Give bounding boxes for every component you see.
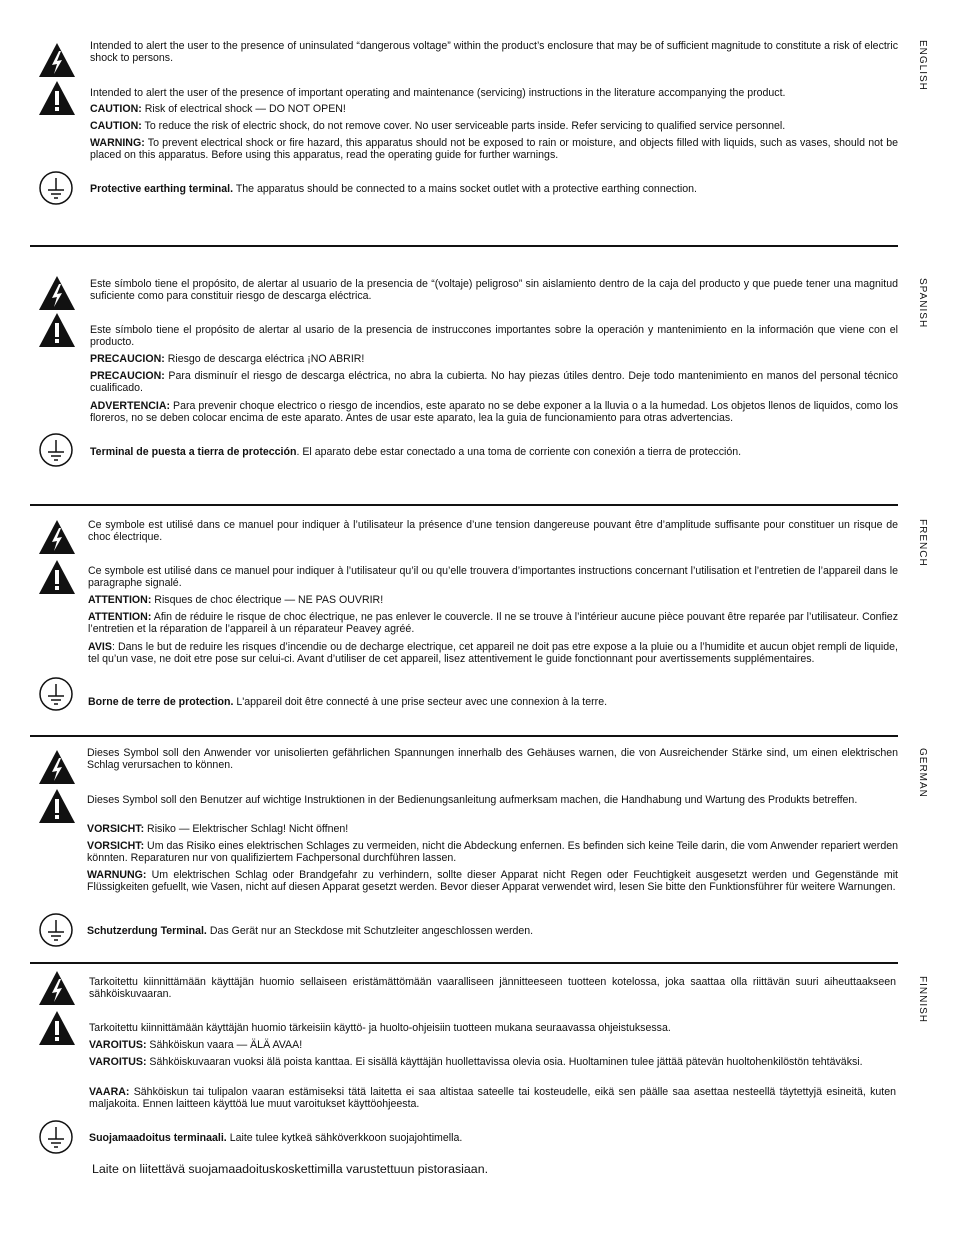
- caution-short: ATTENTION: Risques de choc électrique — NE PAS OUVRIR!: [88, 594, 384, 606]
- lightning-description: Este símbolo tiene el propósito, de alertar al usuario de la presencia de “(voltaje) peligroso” sin aislamiento dentro de la caja del producto y que puede tener una magnitud suficiente como para constituir riesgo de descarga eléctrica.: [90, 278, 898, 303]
- warning-text: WARNUNG: Um elektrischen Schlag oder Brandgefahr zu verhindern, sollte dieser Apparat nicht Regen oder Feuchtigkeit ausgesetzt werden und Gegenstände mit Flüssigkeiten gefuellt, wie Vasen, nicht auf diesen Apparat gesetzt werden. Bevor dieser Apparat verwendet wird, lesen Sie bitte den Funktionsführer für weitere Warnungen.: [87, 869, 898, 894]
- warning-text: ADVERTENCIA: Para prevenir choque electrico o riesgo de incendios, este aparato no se debe exponer a la lluvia o a la humedad. Los objetos llenos de liquidos, como los floreros, no se deben colocar encima de este aparato. Antes de usar este aparato, lea la guia de funcionamiento para otras advertencias.: [90, 400, 898, 425]
- section-divider: [30, 504, 898, 506]
- caution-short: VORSICHT: Risiko — Elektrischer Schlag! Nicht öffnen!: [87, 823, 349, 835]
- earth-terminal-text: Suojamaadoitus terminaali. Laite tulee kytkeä sähköverkkoon suojajohtimella.: [89, 1132, 463, 1144]
- lightning-warning-icon: [38, 275, 76, 311]
- section-divider: [30, 735, 898, 737]
- warning-text: VAARA: Sähköiskun tai tulipalon vaaran estämiseksi tätä laitetta ei saa altistaa sateelle tai kosteudelle, eikä sen päälle saa asettaa nesteellä täytettyjä esineitä, kuten maljakoita. Ennen laitteen käyttöä lue muut varoitukset käyttöohjeesta.: [89, 1086, 896, 1111]
- language-label: SPANISH: [917, 278, 928, 329]
- exclamation-description: Este símbolo tiene el propósito de alertar al usario de la presencia de instruccones importantes sobre la operación y mantenimiento en la información que viene con el producto.: [90, 324, 898, 349]
- section-divider: [30, 245, 898, 247]
- exclamation-warning-icon: [38, 80, 76, 116]
- caution-long: PRECAUCION: Para disminuír el riesgo de descarga eléctrica, no abra la cubierta. No hay piezas útiles dentro. Deje todo mantenimiento en manos del personal técnico cualificado.: [90, 370, 898, 395]
- earth-terminal-text: Schutzerdung Terminal. Das Gerät nur an Steckdose mit Schutzleiter angeschlossen werden.: [87, 925, 534, 937]
- protective-earth-icon: [38, 170, 76, 206]
- language-label: GERMAN: [917, 748, 928, 798]
- language-label: FRENCH: [917, 519, 928, 567]
- exclamation-warning-icon: [38, 559, 76, 595]
- exclamation-warning-icon: [38, 788, 76, 824]
- caution-short: PRECAUCION: Riesgo de descarga eléctrica ¡NO ABRIR!: [90, 353, 365, 365]
- protective-earth-icon: [38, 912, 76, 948]
- lightning-warning-icon: [38, 42, 76, 78]
- caution-short: CAUTION: Risk of electrical shock — DO NOT OPEN!: [90, 103, 346, 115]
- exclamation-warning-icon: [38, 312, 76, 348]
- earth-terminal-text: Borne de terre de protection. L'appareil doit être connecté à une prise secteur avec une connexion à la terre.: [88, 696, 608, 708]
- lightning-description: Tarkoitettu kiinnittämään käyttäjän huomio sellaiseen eristämättömään vaaralliseen jännitteeseen tuotteen kotelossa, joka saattaa olla riittävän suuri aiheuttaakseen sähköiskuvaaran.: [89, 976, 896, 1001]
- protective-earth-icon: [38, 1119, 76, 1155]
- lightning-warning-icon: [38, 970, 76, 1006]
- warning-text: WARNING: To prevent electrical shock or fire hazard, this apparatus should not be exposed to rain or moisture, and objects filled with liquids, such as vases, should not be placed on this apparatus. Before using this apparatus, read the operating guide for further warnings.: [90, 137, 898, 162]
- lightning-description: Dieses Symbol soll den Anwender vor unisolierten gefährlichen Spannungen innerhalb des Gehäuses warnen, die von Ausreichender Stärke sind, um einen elektrischen Schlag verursachen to können.: [87, 747, 898, 772]
- caution-long: VORSICHT: Um das Risiko eines elektrischen Schlages zu vermeiden, nicht die Abdeckung enfernen. Es befinden sich keine Teile darin, die vom Anwender repariert werden könnten. Reparaturen nur von qualifiziertem Fachpersonal durchführen lassen.: [87, 840, 898, 865]
- language-label: ENGLISH: [917, 40, 928, 91]
- caution-long: ATTENTION: Afin de réduire le risque de choc électrique, ne pas enlever le couvercle. Il ne se trouve à l’intérieur aucune pièce pouvant être reparée par l’utilisateur. Confiez l’entretien et la réparation de l’appareil à un réparateur Peavey agréé.: [88, 611, 898, 636]
- earth-terminal-text: Protective earthing terminal. The apparatus should be connected to a mains socket outlet with a protective earthing connection.: [90, 183, 697, 195]
- lightning-warning-icon: [38, 749, 76, 785]
- lightning-description: Intended to alert the user to the presence of uninsulated “dangerous voltage” within the product’s enclosure that may be of sufficient magnitude to constitute a risk of electric shock to persons.: [90, 40, 898, 65]
- warning-text: AVIS: Dans le but de reduire les risques d’incendie ou de decharge electrique, cet appareil ne doit pas etre expose a la pluie ou a l’humidite et aucun objet rempli de liquide, tel qu’un vase, ne doit etre pose sur celui-ci. Avant d’utiliser de cet appareil, lisez attentivement le guide fonctionnant pour avertissements supplémentaires.: [88, 641, 898, 666]
- lightning-description: Ce symbole est utilisé dans ce manuel pour indiquer à l’utilisateur la présence d’une tension dangereuse pouvant être d’amplitude suffisante pour constituer un risque de choc électrique.: [88, 519, 898, 544]
- protective-earth-icon: [38, 432, 76, 468]
- footer-note: Laite on liitettävä suojamaadoituskoskettimilla varustettuun pistorasiaan.: [92, 1162, 489, 1176]
- caution-long: CAUTION: To reduce the risk of electric shock, do not remove cover. No user serviceable parts inside. Refer servicing to qualified service personnel.: [90, 120, 786, 132]
- exclamation-description: Dieses Symbol soll den Benutzer auf wichtige Instruktionen in der Bedienungsanleitung aufmerksam machen, die Handhabung und Wartung des Produkts betreffen.: [87, 794, 858, 806]
- caution-short: VAROITUS: Sähköiskun vaara — ÄLÄ AVAA!: [89, 1039, 303, 1051]
- exclamation-warning-icon: [38, 1010, 76, 1046]
- exclamation-description: Ce symbole est utilisé dans ce manuel pour indiquer à l’utilisateur qu’il ou qu’elle trouvera d’importantes instructions concernant l’utilisation et l’entretien de l’appareil dans le paragraphe signalé.: [88, 565, 898, 590]
- lightning-warning-icon: [38, 519, 76, 555]
- protective-earth-icon: [38, 676, 76, 712]
- language-label: FINNISH: [917, 976, 928, 1023]
- earth-terminal-text: Terminal de puesta a tierra de protección. El aparato debe estar conectado a una toma de corriente con conexión a tierra de protección.: [90, 446, 742, 458]
- exclamation-description: Intended to alert the user of the presence of important operating and maintenance (servicing) instructions in the literature accompanying the product.: [90, 87, 786, 99]
- exclamation-description: Tarkoitettu kiinnittämään käyttäjän huomio tärkeisiin käyttö- ja huolto-ohjeisiin tuotteen mukana seuraavassa ohjeistuksessa.: [89, 1022, 671, 1034]
- section-divider: [30, 962, 898, 964]
- caution-long: VAROITUS: Sähköiskuvaaran vuoksi älä poista kanttaa. Ei sisällä käyttäjän huollettavissa olevia osia. Huoltaminen tulee jättää pätevän huoltohenkilöstön tehtäväksi.: [89, 1056, 863, 1068]
